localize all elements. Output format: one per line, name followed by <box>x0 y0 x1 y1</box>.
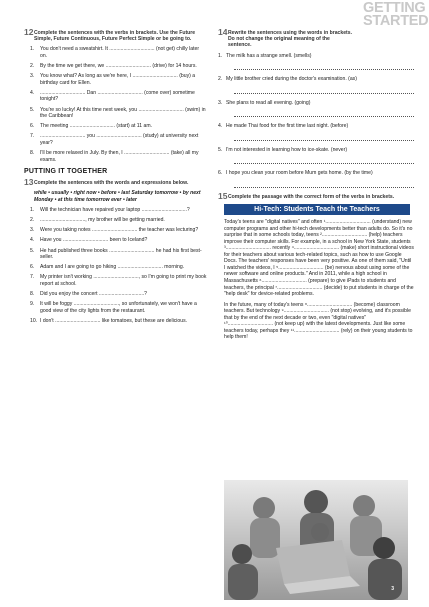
item-number: 5. <box>218 146 223 153</box>
exercise-13-header <box>24 176 207 187</box>
exercise-item[interactable] <box>24 46 207 59</box>
answer-line[interactable] <box>234 132 414 141</box>
exercise-item[interactable] <box>24 291 207 298</box>
exercise-14-items <box>218 53 414 188</box>
exercise-item[interactable] <box>24 133 207 146</box>
exercise-instruction: Complete the sentences with the verbs in brackets. Use the Future Simple, Future Continuous, Future Perfect Simple or be going to. <box>34 30 196 43</box>
item-text: He made Thai food for the first time last night. (before) <box>226 123 349 130</box>
item-number: 5. <box>30 247 35 254</box>
item-text: Adam and I are going to go hiking ................................ morning. <box>40 264 185 271</box>
exercise-number: 14 <box>218 27 228 37</box>
item-number: 7. <box>30 274 35 281</box>
item-text: The meeting ................................ (start) at 11 am. <box>40 123 153 130</box>
item-text: You don't need a sweatshirt. It ................................ (not get) chilly later on. <box>40 46 200 59</box>
students-photo <box>224 480 408 600</box>
item-number: 4. <box>30 237 35 244</box>
exercise-12-header <box>24 27 207 43</box>
item-text: By the time we get there, we ................................ (drive) for 14 hours. <box>40 63 197 70</box>
item-text: My little brother cried during the doctor's examination. (as) <box>226 76 357 83</box>
exercise-12-items <box>24 46 207 163</box>
item-text: I don't ................................ like tomatoes, but these are delicious. <box>40 317 188 324</box>
item-text: The milk has a strange smell. (smells) <box>226 52 312 59</box>
exercise-item[interactable] <box>24 248 207 261</box>
item-number: 8. <box>30 291 35 298</box>
item-number: 1. <box>30 207 35 214</box>
exercise-number: 12 <box>24 27 34 37</box>
right-column <box>218 27 414 345</box>
exercise-13-items <box>24 207 207 324</box>
item-text: ................................ you ................................ (study) at university next year? <box>40 133 199 146</box>
item-number: 3. <box>30 227 35 234</box>
item-text: Did you enjoy the concert ................................? <box>40 291 148 298</box>
passage-paragraph: Today's teens are "digital natives" and often ¹................................ (understand) new computer programs and other hi-tech developments better than adults do. So it's no surprise that in some schools today, teens ²................................ (help) teachers improve their computer skills. For example, in a school in New York State, students ³................................ recently ⁴................................ (make) short instructional videos for their teachers about various tech-related topics, such as how to use Google Docs. The teachers' responses have been very positive. As one of them said, "Until I watched the videos, I ⁵................................ (be) nervous about using some of the newer software and online products." And in 2011, while a high school in Massachusetts ⁶................................ (prepare) to give iPads to students and teachers, the principal ⁷................................ (decide) to put students in charge of the "help desk" for device-related problems. <box>224 219 414 298</box>
exercise-item[interactable] <box>24 90 207 103</box>
word-bank: while • usually • right now • before • last Saturday tomorrow • by next Monday • at this time tomorrow ever • later <box>34 189 201 203</box>
exercise-item <box>218 123 414 130</box>
exercise-item[interactable] <box>24 274 207 287</box>
item-text: ................................, my brother will be getting married. <box>40 217 165 224</box>
exercise-item[interactable] <box>24 150 207 163</box>
item-text: You're so lucky! At this time next week, you ................................ (swim) in the Caribbean! <box>40 106 206 120</box>
exercise-item <box>218 76 414 83</box>
passage-paragraph: In the future, many of today's teens ⁸................................ (become) classroom teachers. But technology ⁹................................ (not stop) evolving, and it's possible that by the end of the next decade or two, even "digital natives" ¹⁰................................ (not keep up) with the latest developments. Just like some teachers today, perhaps they ¹¹................................ (rely) on their young students to help them! <box>224 301 413 341</box>
passage-title: Hi-Tech: Students Teach the Teachers <box>224 204 410 215</box>
item-number: 10. <box>30 317 38 324</box>
students-illustration <box>224 480 408 600</box>
item-number: 6. <box>218 170 223 177</box>
exercise-item <box>218 100 414 107</box>
item-number: 2. <box>30 217 35 224</box>
exercise-item <box>218 147 414 154</box>
item-text: You know what? As long as we're here, I ................................ (buy) a birthday card for Ellen. <box>40 73 196 86</box>
banner-line-2: STARTED <box>363 13 429 29</box>
item-number: 5. <box>30 106 35 113</box>
item-number: 9. <box>30 301 35 308</box>
answer-line[interactable] <box>234 155 414 164</box>
item-number: 4. <box>218 123 223 130</box>
item-number: 8. <box>30 150 35 157</box>
item-text: Have you ................................ been to Iceland? <box>40 237 148 244</box>
item-text: I'm not interested in learning how to ice-skate. (never) <box>226 146 348 153</box>
exercise-instruction: Rewrite the sentences using the words in brackets. Do not change the original meaning of the sentence. <box>228 30 352 49</box>
item-text: She plans to read all evening. (going) <box>226 99 311 106</box>
exercise-item[interactable] <box>24 123 207 130</box>
exercise-item[interactable] <box>24 107 207 120</box>
exercise-instruction: Complete the passage with the correct form of the verbs in brackets. <box>228 193 395 200</box>
item-number: 6. <box>30 123 35 130</box>
left-column <box>24 27 207 328</box>
item-text: ................................ Dan ................................ (come over) sometime tonight? <box>40 89 195 103</box>
item-text: Will the technician have repaired your laptop ................................? <box>40 207 190 214</box>
item-number: 2. <box>218 76 223 83</box>
item-number: 7. <box>30 133 35 140</box>
answer-line[interactable] <box>234 179 414 188</box>
page-number: 3 <box>391 586 394 592</box>
item-number: 3. <box>218 99 223 106</box>
exercise-item[interactable] <box>24 237 207 244</box>
exercise-item <box>218 53 414 60</box>
exercise-number: 15 <box>218 190 228 201</box>
answer-line[interactable] <box>234 108 414 117</box>
exercise-item[interactable] <box>24 217 207 224</box>
item-text: I'll be more relaxed in July. By then, I ................................ (take) all my exams. <box>40 150 199 163</box>
section-title: PUTTING IT TOGETHER <box>24 168 108 176</box>
exercise-item[interactable] <box>24 73 207 86</box>
item-number: 4. <box>30 89 35 96</box>
reading-passage <box>218 219 414 341</box>
exercise-item[interactable] <box>24 227 207 234</box>
item-number: 3. <box>30 73 35 80</box>
answer-line[interactable] <box>234 61 414 70</box>
exercise-14-header <box>218 27 354 49</box>
exercise-item[interactable] <box>24 63 207 70</box>
exercise-number: 13 <box>24 176 34 187</box>
item-text: I hope you clean your room before Mum gets home. (by the time) <box>226 170 373 177</box>
exercise-15-header <box>218 190 414 201</box>
exercise-instruction: Complete the sentences with the words and expressions below. <box>34 179 189 186</box>
item-text: Were you taking notes ................................ the teacher was lecturing? <box>40 227 199 234</box>
item-number: 6. <box>30 264 35 271</box>
exercise-item[interactable] <box>24 264 207 271</box>
item-text: It will be foggy ................................, so unfortunately, we won't have a good view of the city lights from the restaurant. <box>40 301 197 314</box>
exercise-item[interactable] <box>24 318 207 325</box>
item-text: He had published three books ................................ he had his first best-seller. <box>40 247 202 261</box>
item-text: My printer isn't working ................................, so I'm going to print my book report at school. <box>40 274 207 287</box>
item-number: 2. <box>30 63 35 70</box>
exercise-item <box>218 170 414 177</box>
item-number: 1. <box>218 52 223 59</box>
banner-line-1: GETTING <box>363 0 426 16</box>
exercise-item[interactable] <box>24 301 207 314</box>
answer-line[interactable] <box>234 85 414 94</box>
exercise-item[interactable] <box>24 207 207 214</box>
item-number: 1. <box>30 46 35 53</box>
